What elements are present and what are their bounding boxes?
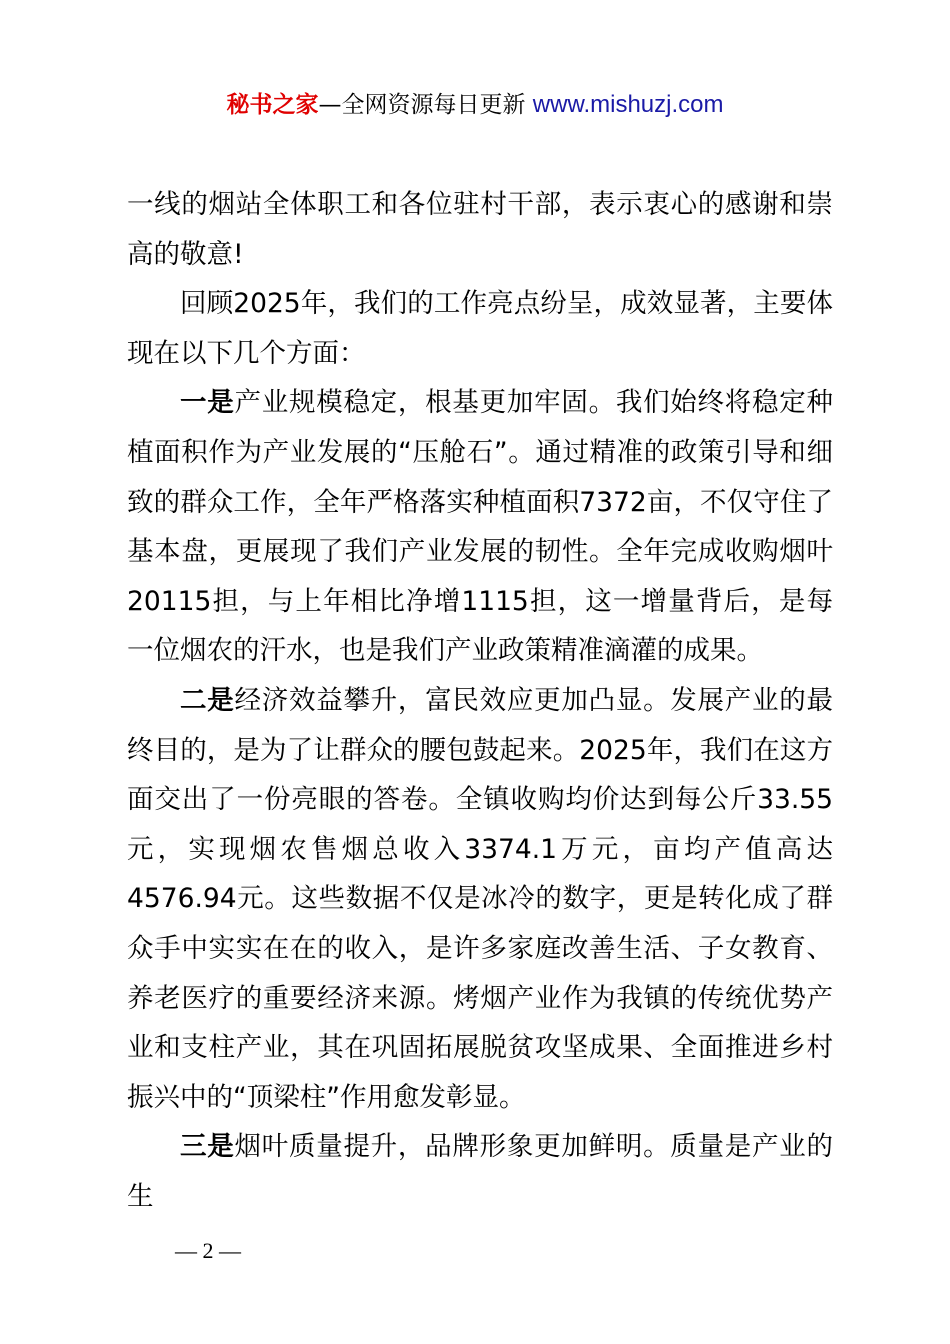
paragraph-text: 烟叶质量提升，品牌形象更加鲜明。质量是产业的生: [127, 1131, 834, 1212]
paragraph-lead: 三是: [180, 1131, 235, 1163]
paragraph-text: 回顾2025年，我们的工作亮点纷呈，成效显著，主要体现在以下几个方面：: [127, 288, 833, 369]
paragraph-text: 一线的烟站全体职工和各位驻村干部，表示衷心的感谢和崇高的敬意!: [127, 189, 833, 270]
paragraph-lead: 二是: [180, 684, 235, 716]
paragraph: [127, 1122, 833, 1221]
paragraph-text: 产业规模稳定，根基更加牢固。我们始终将稳定种植面积作为产业发展的“压舱石”。通过精准的政策引导和细致的群众工作，全年严格落实种植面积7372亩，不仅守住了基本盘，更展现了我们产业发展的韧性。全年完成收购烟叶20115担，与上年相比净增1115担，这一增量背后，是每一位烟农的汗水，也是我们产业政策精准滴灌的成果。: [127, 387, 834, 667]
paragraph: [127, 180, 833, 279]
paragraph: [127, 279, 833, 378]
site-url[interactable]: www.mishuzj.com: [532, 91, 724, 118]
paragraph-lead: 一是: [180, 387, 235, 419]
brand-name: 秘书之家: [226, 92, 319, 118]
document-body: [127, 180, 833, 1221]
site-header: [0, 88, 950, 122]
paragraph: [127, 378, 833, 676]
header-tagline: —全网资源每日更新: [318, 92, 533, 118]
paragraph-text: 经济效益攀升，富民效应更加凸显。发展产业的最终目的，是为了让群众的腰包鼓起来。2025年，我们在这方面交出了一份亮眼的答卷。全镇收购均价达到每公斤33.55元，实现烟农售烟总收入3374.1万元，亩均产值高达4576.94元。这些数据不仅是冰冷的数字，更是转化成了群众手中实实在在的收入，是许多家庭改善生活、子女教育、养老医疗的重要经济来源。烤烟产业作为我镇的传统优势产业和支柱产业，其在巩固拓展脱贫攻坚成果、全面推进乡村振兴中的“顶梁柱”作用愈发彰显。: [127, 684, 834, 1113]
paragraph: [127, 676, 833, 1122]
page-number: — 2 —: [175, 1238, 241, 1263]
